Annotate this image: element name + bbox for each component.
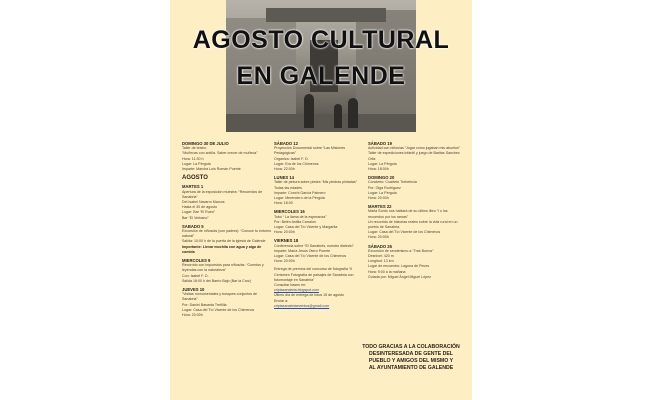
poster-title-line1: AGOSTO CULTURAL — [192, 26, 450, 54]
event-header: LUNES 14 — [274, 175, 295, 181]
event-text: Proyección Documental sobre “Las Misiones Pedagógicas” — [274, 146, 346, 156]
event-text: Imparte: Conchi García Palmero — [274, 190, 326, 195]
thanks-line: DESINTERESADA DE GENTE DEL — [369, 351, 453, 357]
event-text: Por: Daniel Basanta Treñilla — [182, 302, 227, 307]
event-header: MIERCOLES 9 — [182, 258, 211, 264]
event-text: Lugar: Merendero de la Pérgola — [274, 196, 325, 201]
event-text: Organiza: Isabel F. D. — [274, 156, 309, 161]
event-text: Conferencia sobre “El Sanabrés, nuestro dialecto” — [274, 243, 354, 248]
event-header: SÁBADO 12 — [274, 141, 298, 146]
event-header: SABADO 5 — [182, 223, 204, 229]
event-text: Guiada por: Miguel Ángel Miguel López — [368, 274, 431, 279]
event-text: Con: Isabel F. D. — [182, 273, 209, 278]
event-text: Hora: 20:00h — [368, 235, 389, 240]
event-header: MIERCOLES 16 — [274, 209, 305, 215]
event-text: Lugar: La Pérgola — [368, 190, 397, 195]
event-text: Bar “El Verbano” — [182, 215, 209, 220]
month-heading: AGOSTO — [182, 175, 208, 182]
event-header: SÁBADO 19 — [368, 141, 392, 146]
event-text: Longitud: 13 km — [368, 259, 394, 264]
thanks-note — [356, 344, 466, 372]
event-text: Tobo “ La llama de la esperanza” — [274, 214, 327, 219]
event-text: Lugar: Casa del Tío Vicente de los Chimenos — [368, 230, 441, 235]
event-text: Concierto: Cuarteto Trebelecia — [368, 180, 417, 185]
event-text: Imparte: Marcha Luis Román Puente — [182, 167, 241, 172]
poster-title-line2: EN GALENDE — [236, 62, 406, 90]
event-text: Hora: 20:00h — [368, 196, 389, 201]
event-header: DOMINGO 20 — [368, 175, 395, 181]
event-text: Desnivel: 420 m — [368, 254, 394, 259]
event-text: Enviar a: — [274, 298, 289, 303]
event-text: Taller de teatro: — [182, 146, 207, 151]
event-text: Lugar: La Pérgola — [182, 161, 211, 166]
event-text: Por: Olga Rodríguez — [368, 185, 401, 190]
event-text: Lugar: Era de los Chimenos — [274, 161, 319, 166]
event-text: Hora: 11:30 h — [182, 156, 204, 161]
event-text: Taller de pintura sobre piedra “Mis piedras pintadas” — [274, 180, 357, 185]
event-header: SÁBADO 26 — [368, 243, 392, 249]
event-text: Hasta el 30 de agosto — [182, 205, 217, 210]
event-text: Lugar: Casa del Tío Vicente de los Chimenos — [182, 307, 255, 312]
event-text: Excursión de niños/as (con padres): “Conoce tu entorno natural” — [182, 229, 272, 239]
event-text: Marta Sordo nos hablará de su último libro “I o los recuerdos por los ramas” — [368, 209, 448, 219]
thanks-line: AL AYUNTAMIENTO DE GALENDE — [368, 365, 454, 371]
event-text: Un recorrido de historias reales sobre la vida rural en un pueblo de Sanabria. — [368, 219, 458, 230]
event-text: Consultar bases en: — [274, 283, 306, 288]
event-text: Hora: 20:00h — [274, 259, 295, 264]
event-text: Hora: 20:00h — [182, 313, 203, 318]
event-text: Lugar de encuentro: Laguna de Peces — [368, 264, 430, 269]
event-text: Salida 18:00 h del Barrio Bajo (Bar la Cruz) — [182, 278, 251, 283]
event-text: “Visitas monumentales y bosques conjuntos de Sanabria” — [182, 292, 258, 302]
event-text: Actividad con niños/as “Jugar como jugaban mis abuelos” — [368, 146, 460, 151]
event-text: Imparte: María Jesús Otero Puente — [274, 248, 331, 253]
event-text: Todas las edades — [274, 185, 302, 190]
event-header: JUEVES 10 — [182, 287, 205, 293]
event-text: Salida: 10:00 h de la puerta de la iglesia de Galende — [182, 239, 266, 244]
event-text: Lugar: Casa del Tío Vicente y Margarita — [274, 225, 338, 230]
thanks-line: PUEBLO Y AMIGOS DEL MISMO Y — [368, 358, 454, 364]
thanks-line: TODO GRACIAS A LA COLABORACIÓN — [362, 344, 460, 350]
event-text: Hora: 18:00h — [368, 167, 389, 172]
event-header: VIERNES 18 — [274, 238, 299, 244]
email-link[interactable]: criptasanabriaeventos@gmail.com — [274, 303, 330, 308]
event-text: Hora: 22:00h — [274, 167, 295, 172]
event-text: Apertura de la exposición muestra: “Recuerdos de Sanabria” — [182, 189, 263, 199]
event-text: Lugar: Bar “El Rueo” — [182, 210, 215, 215]
event-text: Hora: 18:00 — [274, 201, 293, 206]
column-2 — [274, 138, 362, 309]
event-text: Por: Belén Astilla Carralón — [274, 219, 316, 224]
event-poster — [170, 0, 472, 400]
event-text: Hora: 9:00 a la mañana — [368, 269, 406, 274]
event-text: Lugar: Casa del Tío Vicente de los Chimenos — [274, 254, 347, 259]
event-text: Del Isabel Navarro Marcos — [182, 200, 225, 205]
event-text: Recorrido con impuestos para niños/as: “Cuentos y leyendas con la naturaleza” — [182, 263, 264, 273]
event-header: MARTES 1 — [182, 184, 204, 190]
event-text: Excursión de senderismo a “Tras Burros” — [368, 248, 434, 253]
event-header: MARTES 22 — [368, 204, 392, 210]
event-note: Importante: Llevar mochila con agua y algo de comida — [182, 244, 262, 254]
event-header: DOMINGO 30 DE JULIO — [182, 141, 229, 146]
column-1 — [182, 138, 272, 318]
column-3 — [368, 138, 460, 280]
event-text: Entrega de premios del concurso de fotografía “II Certamen Fotografía de paisajes de Sanabria con fotomontaje en Sanabria” — [274, 267, 354, 282]
event-text: Último día de entrega de fotos 15 de agosto — [274, 293, 344, 298]
event-text: Hora: 20:00h — [274, 230, 295, 235]
event-text: “Muñecas con arcilla. Saber crecer de muñeca” — [182, 151, 258, 156]
event-text: Taller de expediciones infantil y juego de Baritas Sanchez Ortiz — [368, 151, 460, 161]
blog-link[interactable]: criptasanabria.blogspot.com — [274, 288, 319, 293]
event-text: Lugar: La Pérgola — [368, 161, 397, 166]
